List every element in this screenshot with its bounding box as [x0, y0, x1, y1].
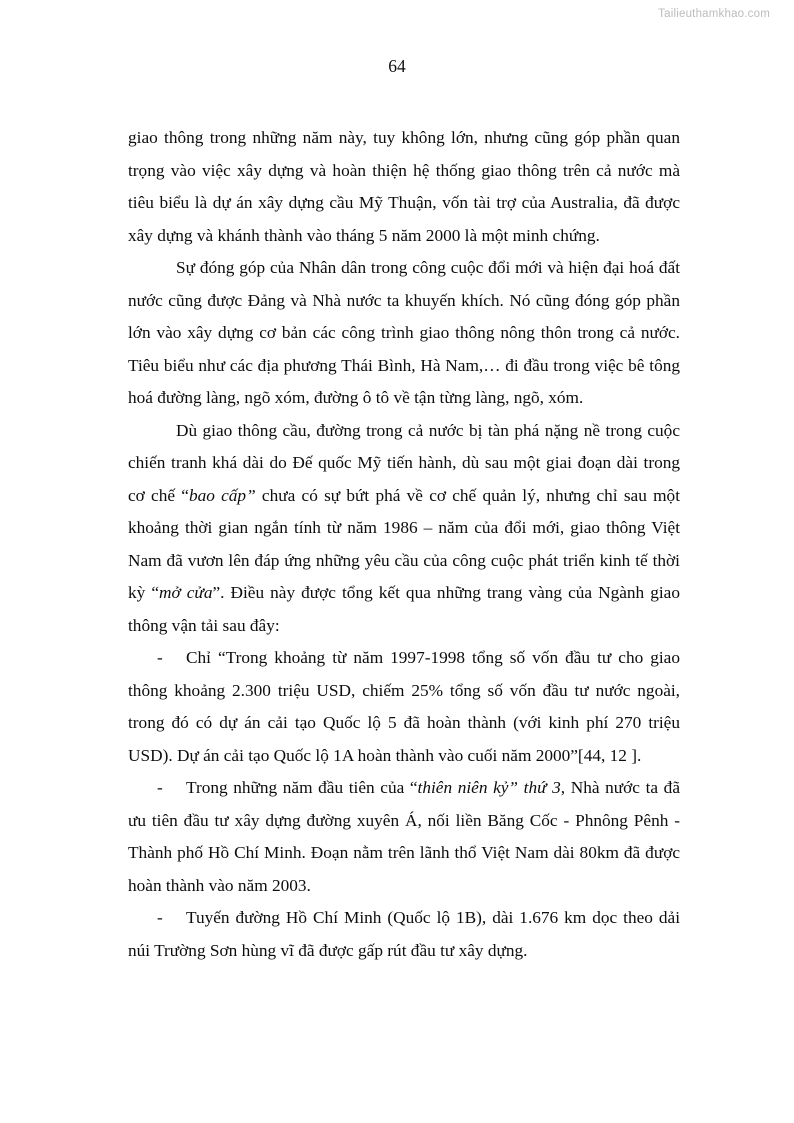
text-run: Trong những năm đầu tiên của “ [186, 778, 418, 797]
list-item [128, 772, 680, 902]
text-run: ”. Điều này được tổng kết qua những trang vàng của Ngành giao thông vận tải sau đây: [128, 583, 680, 635]
list-dash-marker: - [157, 778, 163, 797]
list-dash-marker: - [157, 908, 163, 927]
paragraph-2 [128, 252, 680, 415]
watermark-label: Tailieuthamkhao.com [658, 8, 770, 20]
text-run: Tuyến đường Hồ Chí Minh (Quốc lộ 1B), dài 1.676 km dọc theo dải núi Trường Sơn hùng vĩ đã được gấp rút đầu tư xây dựng. [128, 908, 680, 960]
list-dash-marker: - [157, 648, 163, 667]
list-item [128, 642, 680, 772]
text-run: giao thông trong những năm này, tuy không lớn, nhưng cũng góp phần quan trọng vào việc xây dựng và hoàn thiện hệ thống giao thông trên cả nước mà tiêu biểu là dự án xây dựng cầu Mỹ Thuận, vốn tài trợ của Australia, đã được xây dựng và khánh thành vào tháng 5 năm 2000 là một minh chứng. [128, 128, 680, 245]
list-item [128, 902, 680, 967]
text-run: Dù giao thông cầu, đường trong cả nước bị tàn phá nặng nề trong cuộc chiến tranh khá dài do Đế quốc Mỹ tiến hành, dù sau một giai đoạn dài trong cơ chế “ [128, 420, 680, 505]
page-number: 64 [388, 56, 406, 76]
list-item-text [128, 642, 680, 772]
text-run: Sự đóng góp của Nhân dân trong công cuộc đổi mới và hiện đại hoá đất nước cũng được Đảng và Nhà nước ta khuyến khích. Nó cũng đóng góp phần lớn vào xây dựng cơ bản các công trình giao thông nông thôn trong cả nước. Tiêu biểu như các địa phương Thái Bình, Hà Nam,… đi đầu trong việc bê tông hoá đường làng, ngõ xóm, đường ô tô về tận từng làng, ngõ, xóm. [128, 258, 680, 407]
list-item-text [128, 772, 680, 902]
paragraph-3 [128, 415, 680, 643]
paragraph-1 [128, 122, 680, 252]
text-run: Chỉ “Trong khoảng từ năm 1997-1998 tổng số vốn đầu tư cho giao thông khoảng 2.300 triệu USD, chiếm 25% tổng số vốn đầu tư nước ngoài, trong đó có dự án cải tạo Quốc lộ 5 đã hoàn thành (với kinh phí 270 triệu USD). Dự án cải tạo Quốc lộ 1A hoàn thành vào cuối năm 2000”[44, 12 ]. [128, 648, 680, 765]
page-body [128, 122, 680, 967]
emphasis-text: thiên niên kỷ” thứ 3 [417, 778, 561, 797]
emphasis-text: mở cửa [159, 583, 213, 602]
text-run: chưa có sự bứt phá về cơ chế quản lý, nhưng chỉ sau một khoảng thời gian ngắn tính từ năm 1986 – năm của đổi mới, giao thông Việt Nam đã vươn lên đáp ứng những yêu cầu của công cuộc phát triển kinh tế thời kỳ “ [128, 485, 680, 602]
emphasis-text: bao cấp” [188, 485, 256, 505]
text-run: , Nhà nước ta đã ưu tiên đầu tư xây dựng đường xuyên Á, nối liền Băng Cốc - Phnông Pênh - Thành phố Hồ Chí Minh. Đoạn nằm trên lãnh thổ Việt Nam dài 80km đã được hoàn thành vào năm 2003. [128, 778, 680, 895]
list-item-text [128, 902, 680, 967]
